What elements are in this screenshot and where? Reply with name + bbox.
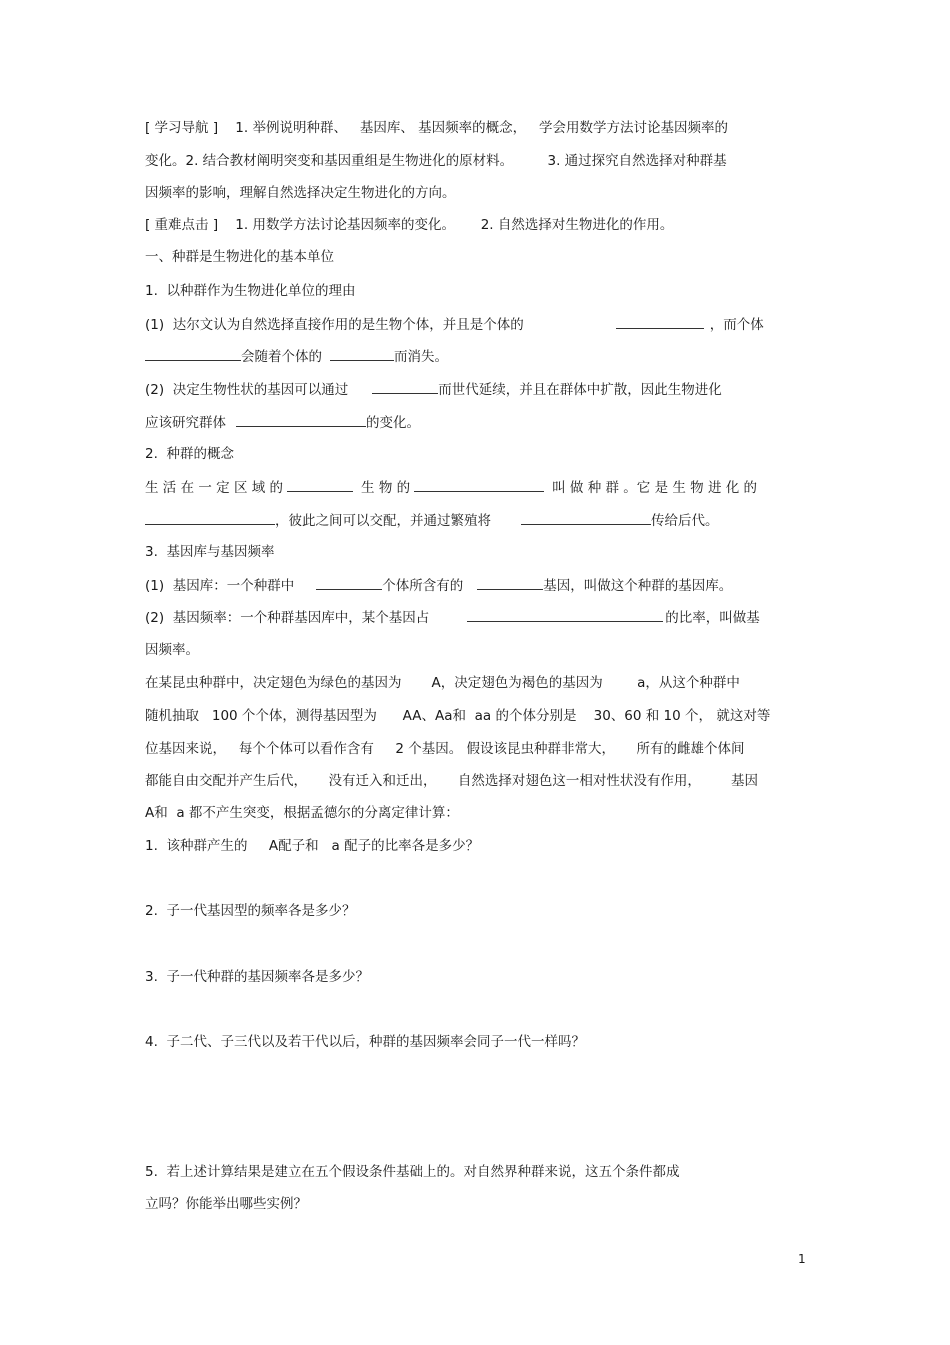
question-4: 4. 子二代、子三代以及若干代以后，种群的基因频率会同子一代一样吗？ bbox=[145, 1034, 585, 1050]
problem-line-4: 都能自由交配并产生后代， 没有迁入和迁出， 自然选择对翅色这一相对性状没有作用， 基因 bbox=[145, 773, 758, 789]
problem-line-5: A和 a 都不产生突变，根据孟德尔的分离定律计算： bbox=[145, 805, 459, 821]
item-2-line-a: 生 活 在 一 定 区 域 的 生 物 的 叫 做 种 群 。它 是 生 物 进 化 的 bbox=[145, 477, 757, 498]
problem-line-3: 位基因来说， 每个个体可以看作含有 2 个基因。 假设该昆虫种群非常大， 所有的雌雄个体间 bbox=[145, 741, 745, 757]
item-1-1-line-b: 会随着个体的 而消失。 bbox=[145, 346, 448, 367]
problem-line-2: 随机抽取 100 个个体，测得基因型为 AA、Aa和 aa 的个体分别是 30、60 和 10 个， 就这对等 bbox=[145, 708, 771, 724]
item-3-2-line-b: 因频率。 bbox=[145, 642, 199, 658]
item-1-title: 1. 以种群作为生物进化单位的理由 bbox=[145, 283, 356, 299]
guide-line-2: 变化。2. 结合教材阐明突变和基因重组是生物进化的原材料。 3. 通过探究自然选择对种群基 bbox=[145, 153, 727, 169]
guide-line-3: 因频率的影响，理解自然选择决定生物进化的方向。 bbox=[145, 185, 456, 201]
item-1-1-line-a: (1) 达尔文认为自然选择直接作用的是生物个体，并且是个体的 ，而个体 bbox=[145, 314, 764, 335]
item-3-title: 3. 基因库与基因频率 bbox=[145, 544, 275, 560]
question-5-line-b: 立吗？你能举出哪些实例？ bbox=[145, 1196, 307, 1212]
question-1: 1. 该种群产生的 A配子和 a 配子的比率各是多少？ bbox=[145, 838, 480, 854]
problem-line-1: 在某昆虫种群中，决定翅色为绿色的基因为 A，决定翅色为褐色的基因为 a，从这个种群中 bbox=[145, 675, 740, 691]
guide-line-1: [ 学习导航 ] 1. 举例说明种群、 基因库、 基因频率的概念， 学会用数学方法讨论基因频率的 bbox=[145, 120, 728, 136]
item-2-line-b: ，彼此之间可以交配，并通过繁殖将 传给后代。 bbox=[145, 510, 719, 531]
item-3-1-line: (1) 基因库：一个种群中 个体所含有的 基因，叫做这个种群的基因库。 bbox=[145, 575, 732, 596]
section-1-title: 一、种群是生物进化的基本单位 bbox=[145, 249, 334, 265]
item-2-title: 2. 种群的概念 bbox=[145, 446, 234, 462]
page-number: 1 bbox=[798, 1252, 806, 1266]
item-3-2-line-a: (2) 基因频率：一个种群基因库中，某个基因占 的比率，叫做基 bbox=[145, 607, 760, 628]
item-1-2-line-a: (2) 决定生物性状的基因可以通过 而世代延续，并且在群体中扩散，因此生物进化 bbox=[145, 379, 722, 400]
question-5-line-a: 5. 若上述计算结果是建立在五个假设条件基础上的。对自然界种群来说，这五个条件都成 bbox=[145, 1164, 680, 1180]
item-1-2-line-b: 应该研究群体 的变化。 bbox=[145, 412, 420, 433]
question-3: 3. 子一代种群的基因频率各是多少？ bbox=[145, 969, 369, 985]
question-2: 2. 子一代基因型的频率各是多少？ bbox=[145, 903, 356, 919]
key-points: [ 重难点击 ] 1. 用数学方法讨论基因频率的变化。 2. 自然选择对生物进化的作用。 bbox=[145, 217, 674, 233]
